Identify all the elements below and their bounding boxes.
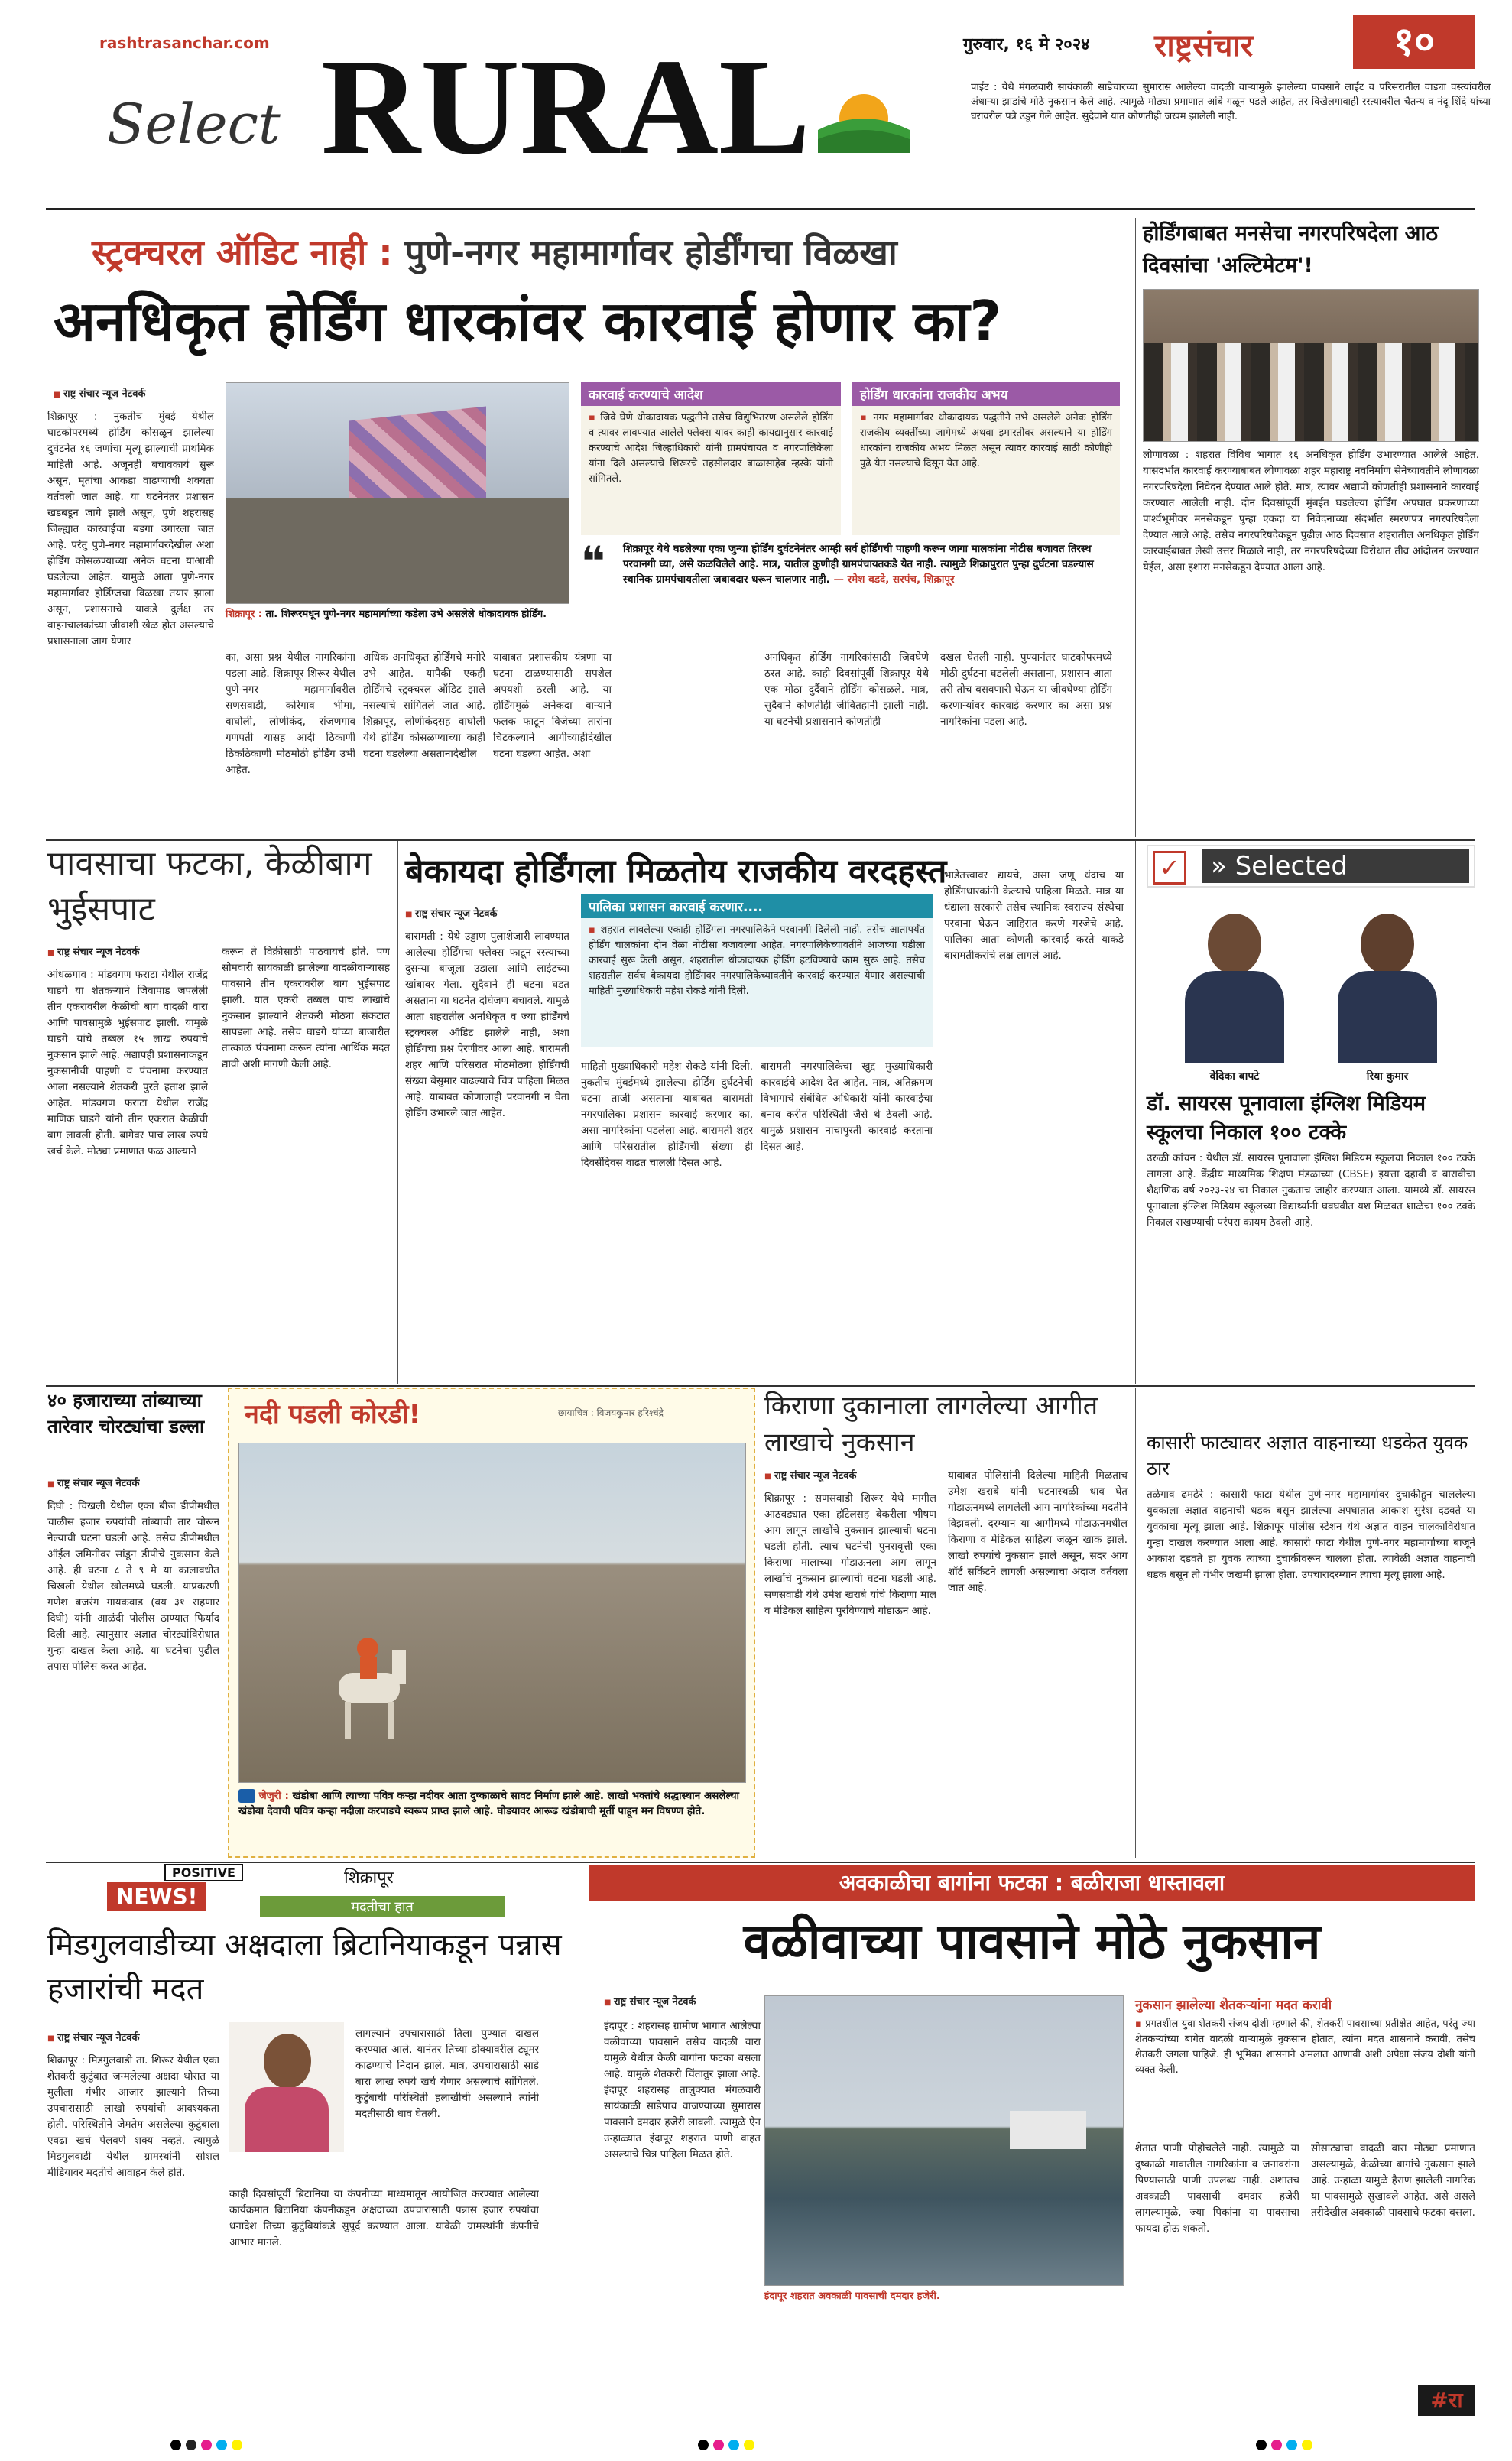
chevron-icon: »: [1211, 851, 1227, 881]
positive-sub: मदतीचा हात: [260, 1896, 505, 1917]
river-title: नदी पडली कोरडी!: [245, 1399, 421, 1430]
news-tag: NEWS!: [107, 1882, 206, 1911]
fire-byline: ■ राष्ट्र संचार न्यूज नेटवर्क: [764, 1468, 857, 1482]
quote-text: [623, 541, 1120, 587]
river-photo: [238, 1443, 746, 1783]
rain-byline: ■ राष्ट्र संचार न्यूज नेटवर्क: [604, 1994, 696, 2008]
rain-col2: सोसाट्याचा वादळी वारा मोठ्या प्रमाणात असल्यामुळे, केळीच्या बागांचे नुकसान झाले आहे. उन्हाळा यामुळे हैराण झालेली नागरिक या पावसामुळे सुखावले आहेत. असे असले तरीदेखील अवकाळी पावसाचे फटका बसला.: [1311, 2142, 1475, 2219]
river-frame: [228, 1388, 755, 1858]
lead-headline: अनधिकृत होर्डिंग धारकांवर कारवाई होणार का?: [54, 289, 1002, 353]
theft-text: दिघी : चिखली येथील एका बीज डीपीमधील चाळीस हजार रुपयांची तांब्याची तार चोरून नेल्याची घटना घडली आहे. तसेच डीपीमधील ऑईल जमिनीवर सांडून डीपीचे नुकसान केले आहे. ही घटना ८ ते ९ मे या कालावधीत चिखली येथील खोलमध्ये घडली. याप्रकरणी गणेश बजरंग गायकवाड (वय ३१ राहणार दिघी) यांनी आळंदी पोलीस ठाण्यात फिर्याद दिली आहे. त्यानुसार अज्ञात चोरट्यांविरोधात गुन्हा दाखल केला आहे. या घटनेचा पुढील तपास पोलिस करत आहेत.: [47, 1500, 219, 1673]
rain-photo: [764, 1995, 1124, 2286]
mns-photo: [1143, 289, 1479, 442]
political-col2: माहिती मुख्याधिकारी महेश रोकडे यांनी दिली. नुकतीच मुंबईमध्ये झालेल्या होर्डिंग दुर्घटनेची घटना ताजी असताना याबाबत बारामती नगरपालिका प्रशासन कारवाई करणार का, असा नागरिकांना पडलेला आहे. बारामती शहर आणि परिसरातील होर्डिंगची संख्या ही दिवसेंदिवस वाढत चालली दिसत आहे.: [581, 1060, 753, 1169]
rain-box-title: नुकसान झालेल्या शेतकऱ्यांना मदत करावी: [1135, 1998, 1332, 2013]
rain-box: [1135, 1995, 1475, 2133]
positive-place: शिक्रापूर: [344, 1868, 394, 1888]
student1-head: [1208, 914, 1261, 975]
quote-body: शिक्रापूर येथे घडलेल्या एका जुन्या होर्डिंग दुर्घटनेनंतर आम्ही सर्व होर्डिंगची पाहणी करून जागा मालकांना नोटीस बजावत तिरस्थ परवानगी घ्या, असे कळविलेले आहे. मात्र, यातील कुणीही ग्रामपंचायतकडे येत नाही. त्यामुळे शिक्रापुरात पुन्हा दुर्घटना घडल्यास स्थानिक ग्रामपंचायतीला जबाबदार धरून चालणार नाही.: [623, 543, 1094, 586]
river-caption-text: खंडोबा आणि त्याच्या पवित्र कऱ्हा नदीवर आता दुष्काळाचे सावट निर्माण झाले आहे. लाखो भक्तांचे श्रद्धास्थान असलेल्या खंडोबा देवाची पवित्र कऱ्हा नदीला करपाडचे स्वरूप प्राप्त झाले आहे. घोडयावर आरूढ खंडोबाची मूर्ती पाहून मन विषण्ण होते.: [238, 1790, 740, 1817]
positive-tag: POSITIVE: [164, 1864, 243, 1881]
banana-col1: आंधळगाव : मांडवगण फराटा येथील राजेंद्र घाडगे या शेतकऱ्याने जिवापाड जपलेली तीन एकरावरील केळीची बाग वादळी वारा आणि पावसामुळे भुईसपाट झाली. यामुळे घाडगे यांचे तब्बल १५ लाख रुपयांचे नुकसान झाले आहे. अद्यापही प्रशासनाकडून नुकसानीची पाहणी व पंचनामा करण्यात आला नसल्याने शेतकरी पुरते हताश झाले आहेत. मांडवगण फराटा येथील राजेंद्र माणिक घाडगे यांनी तीन एकरात केळीची बाग लावली होती. बागेवर पाच लाख रुपये खर्च केले. मोठ्या प्रमाणात फळ आल्याने: [47, 969, 208, 1157]
selected-tag: [1147, 845, 1475, 888]
check-icon: ✓: [1153, 851, 1186, 885]
positive-headline: मिडगुलवाडीच्या अक्षदाला ब्रिटानियाकडून पन्नास हजारांची मदत: [47, 1927, 562, 2007]
rain-photo-caption: इंदापूर शहरात अवकाळी पावसाची दमदार हजेरी.: [764, 2291, 940, 2302]
student2-head: [1361, 914, 1414, 975]
positive-col2: लागल्याने उपचारासाठी तिला पुण्यात दाखल करण्यात आले. यानंतर तिच्या डोक्यावरील ट्यूमर काढण्याचे निदान झाले. मात्र, उपचारासाठी साडे बारा लाख रुपये खर्च येणार असल्याचे सांगितले. कुटुंबाची परिस्थिती हलाखीची असल्याने त्यांनी मदतीसाठी धाव घेतली.: [355, 2028, 539, 2120]
lead-kicker: [92, 228, 897, 275]
rain-kicker: अवकाळीचा बागांना फटका : बळीराजा धास्तावला: [589, 1865, 1475, 1901]
rain-headline: वळीवाच्या पावसाने मोठे नुकसान: [743, 1914, 1321, 1970]
lead-kicker-red: स्ट्रक्चरल ऑडिट नाही :: [92, 232, 393, 273]
banana-headline: पावसाचा फटका, केळीबाग भुईसपाट: [47, 844, 372, 929]
fire-col1: शिक्रापूर : सणसवाडी शिरूर येथे मागील आठवड्यात एका हॉटेलसह बेकरीला भीषण आग लागून लाखोंचे नुकसान झाल्याची घटना घडली होती. त्याच घटनेची पुनरावृत्ती एका किराणा मालाच्या गोडाऊनला आग लागून लाखोंचे नुकसान झाल्याची घटना घडली आहे. सणसवाडी येथे उमेश खराबे यांचे किराणा माल व मेडिकल साहित्य पुरविण्याचे गोडाऊन आहे.: [764, 1492, 936, 1617]
page-number: १०: [1353, 15, 1475, 69]
pride-brief: पाईट : येथे मंगळवारी सायंकाळी साडेचारच्या सुमारास आलेल्या वादळी वाऱ्यामुळे झालेल्या पावसाने लाईट व परिसरातील वाड्या वस्त्यांवरील अंधाऱ्या झाडांचे मोठे नुकसान केले आहे. त्यामुळे मोठ्या प्रमाणात आंबे गळून पडले आहेत, तर विखेलगावाही रस्त्यावरील चैतन्य व नंदू शिंदे यांच्या घरावरील पत्रे उडून गेले आहेत. सुदैवाने यात कोणतीही जखम झालेली नाही.: [971, 82, 1491, 122]
lead-col3: अधिक अनधिकृत होर्डिंगचे मनोरे उभे आहेत. यापैकी एकही होर्डिंगचे स्ट्रक्चरल ऑडिट झाले नसल्याचे सांगितले जात आहे. शिक्रापूर, लोणीकंदसह वाघोली येथे होर्डिंग कोसळण्याच्या काही घटना घडलेल्या असतानादेखील: [363, 651, 485, 760]
river-credit: छायाचित्र : विजयकुमार हरिश्चंद्रे: [558, 1407, 664, 1418]
selected-headline: डॉ. सायरस पूनावाला इंग्लिश मिडियम स्कूलचा निकाल १०० टक्के: [1147, 1092, 1426, 1144]
box-orders-title: कारवाई करण्याचे आदेश: [581, 382, 841, 406]
rain-col1: शेतात पाणी पोहोचलेले नाही. त्यामुळे या दुष्काळी गावातील नागरिकांना व जनावरांना पिण्यासाठी पाणी उपलब्ध नाही. अशातच अवकाळी पावसाची दमदार हजेरी लागल्यामुळे, ज्या पिकांना या पावसाचा फायदा होऊ शकतो.: [1135, 2142, 1299, 2235]
quote-icon: ❝: [581, 537, 605, 586]
building-graphic: [226, 498, 569, 604]
truck-graphic: [1010, 2111, 1086, 2149]
student2-body: [1338, 971, 1437, 1063]
box-orders-text: ▪ जिवे घेणे धोकादायक पद्धतीने तसेच विद्युभितरण असलेले होर्डिंग व त्यावर लावण्यात आलेले फ्लेक्स यावर काही कायद्यानुसार कारवाई करण्याचे आदेश जिल्हाधिकारी यांनी ग्रामपंचायत व नगरपालिकेला यांना दिले असल्याचे शिरूरचे तहसीलदार बाळासाहेब म्हस्के यांनी सांगितले.: [581, 406, 841, 492]
positive-col1: शिक्रापूर : मिडगुलवाडी ता. शिरूर येथील एका शेतकरी कुटुंबात जन्मलेल्या अक्षदा थोरात या मुलीला गंभीर आजार झाल्याने तिच्या उपचारासाठी लाखो रुपयांची आवश्यकता होती. परिस्थितीने जेमतेम असलेल्या कुटुंबाला एवढा खर्च पेलवणे शक्य नव्हते. त्यामुळे मिडगुलवाडी येथील ग्रामस्थांनी सोशल मीडियावर मदतीचे आवाहन केले होते.: [47, 2054, 219, 2179]
sun-logo-icon: [818, 84, 910, 153]
rural-word: RURAL: [321, 31, 811, 183]
political-headline: बेकायदा होर्डिंगला मिळतोय राजकीय वरदहस्त: [405, 852, 947, 891]
positive-col3: काही दिवसांपूर्वी ब्रिटानिया या कंपनीच्या माध्यमातून आयोजित करण्यात आलेल्या कार्यक्रमात ब्रिटानिया कंपनीकडून अक्षदाच्या उपचारासाठी पन्नास हजार रुपयांचा धनादेश तिच्या कुटुंबियांकडे सुपूर्द करण्यात आला. यावेळी ग्रामस्थांनी कंपनीचे आभार मानले.: [229, 2188, 539, 2248]
lead-kicker-rest: पुणे-नगर महामार्गावर होर्डींगचा विळखा: [404, 232, 897, 273]
theft-byline: ■ राष्ट्र संचार न्यूज नेटवर्क: [47, 1476, 140, 1489]
mns-text: लोणावळा : शहरात विविध भागात १६ अनधिकृत होर्डिंग उभारण्यात आलेले आहेत. यासंदर्भात कारवाई करण्याबाबत लोणावळा शहर महाराष्ट्र नवनिर्माण सेनेच्यावतीने लोणावळा नगरपरिषदेला निवेदन देण्यात आले होते. मात्र, त्यावर अद्यापी कोणतीही प्रशासनाने कारवाई करण्यात आलेली नाही. दोन दिवसांपूर्वी मुंबईत घडलेल्या होर्डिंग अपघात प्रकरणाच्या पार्श्वभूमीवर मनसेकडून पुन्हा एकदा या निवेदनाच्या संदर्भात स्मरणपत्र नगरपरिषदेला देण्यात आले आहे. तसेच नगरपरिषदेकडून पुढील आठ दिवसात शहरातील अनधिकृत होर्डिंग कारवाईबाबत लेखी उत्तर मिळाले नाही, तर नगरपरिषदेच्या विरोधात तीव्र आंदोलन करण्यात येईल, असा इशारा मनसेकडून देण्यात आला आहे.: [1143, 449, 1479, 573]
lead-col2: का, असा प्रश्न येथील नागरिकांना पडला आहे. शिक्रापूर शिरूर येथील पुणे-नगर महामार्गावरील सणसवाडी, कोरेगाव भीमा, वाघोली, लोणीकंद, रांजणगाव गणपती यासह आदी ठिकाणी ठिकठिकाणी मोठमोठी होर्डिंग उभी आहेत.: [226, 651, 355, 776]
fire-col2: याबाबत पोलिसांनी दिलेल्या माहिती मिळताच उमेश खराबे यांनी घटनास्थळी धाव घेत गोडाऊनमध्ये लागलेली आग नागरिकांच्या मदतीने विझवली. दरम्यान या आगीमध्ये गोडाऊनमधील किराणा व मेडिकल साहित्य जळून खाक झाले. लाखो रुपयांचे नुकसान झाले असून, सदर आग शॉर्ट सर्किटने लागली असल्याचा अंदाज वर्तवला जात आहे.: [948, 1469, 1128, 1594]
box-political: [852, 382, 1120, 535]
banana-col2: करून ते विक्रीसाठी पाठवायचे होते. पण सोमवारी सायंकाळी झालेल्या वादळीवाऱ्यासह पावसाने तीन एकरांवरील बाग भुईसपाट झाली. यात एकरी तब्बल पाच लाखांचे नुकसान झाल्याने शेतकरी मोठ्या संकटात सापडला आहे. तसेच घाडगे यांच्या बाजारीत तात्काळ पंचनामा करून त्यांना आर्थिक मदत द्यावी अशी मागणी केली आहे.: [222, 946, 390, 1070]
registration-dots-left: [168, 2439, 245, 2453]
camera-icon: [238, 1789, 255, 1803]
lead-caption: [226, 608, 569, 622]
horse-statue: [323, 1619, 415, 1742]
student1-name: वेदिका बापटे: [1209, 1070, 1260, 1083]
rain-box-text: ▪ प्रगतशील युवा शेतकरी संजय दोशी म्हणाले की, शेतकरी पावसाच्या प्रतीक्षेत आहेत, परंतु ज्या शेतकऱ्यांच्या बागेत वादळी वाऱ्यामुळे नुकसान होतात, त्यांना मदत शासनाने करावी, तसेच शेतकरी जगला पाहिजे. ही भूमिका शासनाने अमलात आणावी अशी अपेक्षा संजय दोशी यांनी व्यक्त केली.: [1135, 2017, 1475, 2078]
masthead: [0, 0, 1512, 206]
ra-logo: #रा: [1418, 2385, 1475, 2416]
lead-caption-text: ता. शिरूरमधून पुणे-नगर महामार्गाच्या कडेला उभे असलेले धोकादायक होर्डिंग.: [265, 609, 547, 620]
student1-body: [1185, 971, 1284, 1063]
political-box-title: पालिका प्रशासन कारवाई करणार....: [581, 894, 933, 918]
lead-caption-place: शिक्रापूर :: [226, 609, 262, 620]
political-box-text: ▪ शहरात लावलेल्या एकाही होर्डिंगला नगरपालिकेने परवानगी दिलेली नाही. तसेच आतापर्यंत होर्डिंग चालकांना दोन वेळा नोटीसा बजावल्या आहेत. नगरपालिकेच्यावतीने आजच्या घडीला कारवाई सुरू केली असून, शहरातील धोकादायक होर्डिंग हटविण्याचे काम सुरू आहे. तसेच शहरातील सर्वच बेकायदा होर्डिंगवर नगरपालिकेच्यावतीने कारवाई करण्यात येणार असल्याची माहिती मुख्याधिकारी महेश रोकडे यांनी दिली.: [581, 918, 933, 1004]
akshada-body: [245, 2087, 329, 2152]
lead-photo: [226, 382, 569, 604]
date: गुरुवार, १६ मे २०२४: [963, 35, 1090, 54]
selected-text: उरुळी कांचन : येथील डॉ. सायरस पूनावाला इंग्लिश मिडियम स्कूलचा निकाल १०० टक्के लागला आहे. केंद्रीय माध्यमिक शिक्षण मंडळाच्या (CBSE) इयत्ता दहावी व बारावीचा शैक्षणिक वर्ष २०२३-२४ चा निकाल नुकताच जाहीर करण्यात आला. यामध्ये डॉ. सायरस पूनावाला इंग्लिश मिडियम स्कूलच्या विद्यार्थ्यांनी घवघवीत यश मिळवत शाळेचा १०० टक्के निकाल राखण्याची परंपरा कायम ठेवली आहे.: [1147, 1152, 1475, 1229]
lead-byline: ■ राष्ट्र संचार न्यूज नेटवर्क: [54, 386, 146, 400]
mns-headline: होर्डिंगबाबत मनसेचा नगरपरिषदेला आठ दिवसांचा 'अल्टिमेटम'!: [1143, 222, 1439, 278]
fire-headline: किराणा दुकानाला लागलेल्या आगीत लाखाचे नुकसान: [764, 1391, 1098, 1458]
political-col3: बारामती नगरपालिकेचा खुद्द मुख्याधिकारी कारवाईचे आदेश देत आहेत. मात्र, अतिक्रमण विभागाचे संबंधित अधिकारी यांनी कारवाईचा बनाव करीत परिस्थिती जैसे थे ठेवली आहे. यामुळे प्रशासन नाचापुरती कारवाई करताना दिसत आहे.: [761, 1060, 933, 1153]
political-box: [581, 894, 933, 1047]
political-col4: भाडेतत्त्वावर द्यायचे, असा जणू धंदाच या होर्डिंगधारकांनी केल्याचे पाहिला मिळते. मात्र या धंद्याला सरकारी तसेच स्थानिक स्वराज्य संस्थेचा परवाना घेऊन जाहिरात करणे गरजेचे आहे. पालिका आता कोणती कारवाई करते याकडे बारामतीकरांचे लक्ष लागले आहे.: [944, 869, 1124, 962]
theft-headline: ४० हजाराच्या तांब्याच्या तारेवार चोरट्यांचा डल्ला: [47, 1390, 205, 1437]
paper-name: राष्ट्रसंचार: [1154, 28, 1254, 63]
akshada-photo: [229, 2022, 344, 2152]
student2-photo: [1319, 902, 1456, 1063]
box-orders: [581, 382, 841, 535]
political-byline: ■ राष्ट्र संचार न्यूज नेटवर्क: [405, 906, 498, 920]
river-caption: [238, 1788, 746, 1819]
box-political-text: ▪ नगर महामार्गावर धोकादायक पद्धतीने उभे असलेले अनेक होर्डिंग राजकीय व्यक्तींच्या जागेमध्ये अथवा इमारतीवर असल्याने या होर्डिंग धारकांना राजकीय अभय मिळत असून त्यावर कारवाई साठी कोणीही पुढे येत नसल्याचे दिसून येत आहे.: [852, 406, 1120, 476]
positive-byline: ■ राष्ट्र संचार न्यूज नेटवर्क: [47, 2030, 140, 2044]
quote-by: — रमेश बडदे, सरपंच, शिक्रापूर: [833, 573, 955, 586]
student2-name: रिया कुमार: [1366, 1070, 1409, 1083]
people-graphic: [1144, 343, 1479, 442]
rain-text: इंदापूर : शहरासह ग्रामीण भागात आलेल्या वळीवाच्या पावसाने तसेच वादळी वारा यामुळे येथील केळी बागांना फटका बसला आहे. यामुळे शेतकरी चिंतातुर झाला आहे. इंदापूर शहरासह तालुक्यात मंगळवारी सायंकाळी साडेपाच वाजण्याच्या सुमारास पावसाने दमदार हजेरी लावली. त्यामुळे ऐन उन्हाळ्यात इंदापूर शहरात पाणी वाहत असल्याचे चित्र पाहिला मिळत होते.: [604, 2020, 761, 2161]
lead-col6: दखल घेतली नाही. पुण्यानंतर घाटकोपरमध्ये मोठी दुर्घटना घडलेली असताना, प्रशासन आता तरी तोच बसवणारी घेऊन या जीवघेण्या होर्डिंग करणाऱ्यांवर कारवाई करणार का असा प्रश्न नागरिकांना पडला आहे.: [940, 651, 1112, 728]
selected-label: Selected: [1235, 851, 1348, 881]
accident-text: तळेगाव ढमढेरे : कासारी फाटा येथील पुणे-नगर महामार्गावर दुचाकीहून चाललेल्या युवकाला अज्ञात वाहनाची धडक बसून झालेल्या अपघातात आकाश सुरेश दडवते या युवकाचा मृत्यू झाला आहे. शिक्रापूर पोलीस स्टेशन येथे अज्ञात वाहन चालकाविरोधात गुन्हा दाखल करण्यात आला आहे. कासारी फाटा येथील पुणे-नगर महामार्गाच्या बाजूने आकाश दडवते हा युवक त्याच्या दुचाकीवरून चालला होता. त्यावेळी अज्ञात वाहनाची धडक बसून तो गंभीर जखमी झाला होता. उपचारादरम्यान त्याचा मृत्यू झाला आहे.: [1147, 1489, 1475, 1581]
box-political-title: होर्डिंग धारकांना राजकीय अभय: [852, 382, 1120, 406]
site-url[interactable]: rashtrasanchar.com: [99, 34, 270, 52]
banana-byline: ■ राष्ट्र संचार न्यूज नेटवर्क: [47, 944, 140, 958]
selected-label-bg: [1202, 849, 1469, 883]
student1-photo: [1166, 902, 1303, 1063]
registration-dots-center: [696, 2439, 757, 2453]
lead-col5: अनधिकृत होर्डिंग नागरिकांसाठी जिवघेणे ठरत आहे. काही दिवसांपूर्वी शिक्रापूर येथे एक मोठा दुर्दैवाने होर्डिंग कोसळले. मात्र, सुदैवाने कोणतीही जीवितहानी झाली नाही. या घटनेची प्रशासनाने कोणतीही: [764, 651, 929, 728]
political-col1: बारामती : येथे उड्डाण पुलाशेजारी लावण्यात आलेल्या होर्डिंगचा फ्लेक्स फाटून रस्त्याच्या दुसऱ्या बाजूला उडाला आणि लाईटच्या खांबावर गेला. सुदैवाने ही घटना घडत असताना या घटनेत दोघेजण बचावले. यामुळे आता शहरातील अनधिकृत व ज्या होर्डिंगचे स्ट्रक्चरल ऑडिट झालेले नाही, अशा होर्डिंगचा प्रश्न ऐरणीवर आला आहे. बारामती शहर आणि परिसरात मोठमोठ्या होर्डिंगची संख्या बेसुमार वाढल्याचे चित्र पाहिला मिळत आहे. याबाबत कोणालाही परवानगी न घेता होर्डिंग उभारले जात आहेत.: [405, 930, 569, 1119]
lead-col1: शिक्रापूर : नुकतीच मुंबई येथील घाटकोपरमध्ये होर्डिंग कोसळून झालेल्या दुर्घटनेत १६ जणांचा मृत्यू झाल्याची प्राथमिक माहिती आहे. अजूनही बचावकार्य सुरू असून, मृतांचा आकडा वाढण्याची शक्यता वर्तवली जात आहे. या घटनेनंतर प्रशासन खडबडून जागे झाले असून, पुणे शहरासह जिल्ह्यात कारवाईचा बडगा उगारला जात आहे. परंतु पुणे-नगर महामार्गवरदेखील अशा होर्डिंग कोसळण्याच्या अनेक घटना याआधी घडलेल्या आहेत. यामुळे आता पुणे-नगर महामार्गावर होर्डिंग्जचा विळखा तयार झाला असून, प्रशासनाचे याकडे दुर्लक्ष तर वाहनचालकांच्या जीवाशी खेळ होत असल्याचे प्रशासनाला जाग येणार: [47, 411, 214, 648]
lead-col4: याबाबत प्रशासकीय यंत्रणा या घटना टाळण्यासाठी सपशेल अपयशी ठरली आहे. या होर्डिंगमुळे अनेकदा वाऱ्याने फलक फाटून विजेच्या तारांना चिटकल्याने आगीच्याहीदेखील घटना घडल्या आहेत. अशा: [493, 651, 612, 760]
akshada-head: [264, 2034, 311, 2089]
quote-box: [581, 537, 1120, 612]
accident-headline: कासारी फाट्यावर अज्ञात वाहनाच्या धडकेत युवक ठार: [1147, 1432, 1468, 1479]
select-word: Select: [107, 92, 281, 156]
river-caption-place: जेजुरी :: [258, 1790, 289, 1802]
registration-dots-right: [1254, 2439, 1315, 2453]
